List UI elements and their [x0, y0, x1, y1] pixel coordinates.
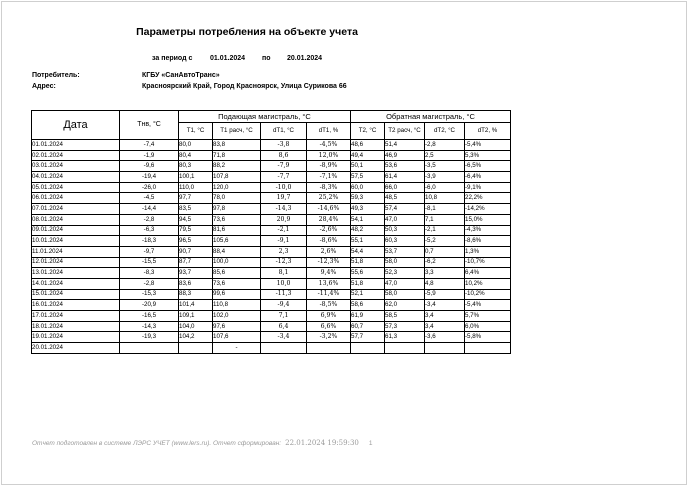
value-cell: 120,0: [213, 182, 261, 193]
table-row: [32, 278, 511, 289]
value-cell: 60,3: [385, 236, 425, 247]
value-cell: -6,2: [425, 257, 465, 268]
consumer-value: КГБУ «СанАвтоТранс»: [142, 72, 220, 79]
value-cell: 10,0: [261, 278, 307, 289]
value-cell: 90,7: [179, 246, 213, 257]
value-cell: -15,5: [120, 257, 179, 268]
value-cell: 5,3%: [465, 150, 511, 161]
value-cell: 80,4: [179, 150, 213, 161]
value-cell: -8,1: [425, 204, 465, 215]
date-cell: 12.01.2024: [32, 257, 120, 268]
table-row: [32, 140, 511, 151]
table-row: [32, 343, 511, 354]
value-cell: -8,3: [120, 268, 179, 279]
value-cell: -16,5: [120, 311, 179, 322]
value-cell: [307, 343, 351, 354]
value-cell: [261, 343, 307, 354]
value-cell: -5,4%: [465, 300, 511, 311]
period-to-label: по: [262, 55, 271, 62]
value-cell: 83,8: [213, 140, 261, 151]
value-cell: 48,6: [351, 140, 385, 151]
value-cell: -11,3: [261, 289, 307, 300]
value-cell: 2,6%: [307, 246, 351, 257]
value-cell: 8,6: [261, 150, 307, 161]
value-cell: 99,6: [213, 289, 261, 300]
value-cell: 7,1: [261, 311, 307, 322]
value-cell: 78,0: [213, 193, 261, 204]
value-cell: 104,0: [179, 321, 213, 332]
value-cell: -14,4: [120, 204, 179, 215]
value-cell: -5,4%: [465, 140, 511, 151]
value-cell: -3,8: [261, 140, 307, 151]
value-cell: 88,4: [213, 246, 261, 257]
address-label: Адрес:: [32, 83, 56, 90]
value-cell: 88,2: [213, 161, 261, 172]
value-cell: 10,2%: [465, 278, 511, 289]
value-cell: -12,3: [261, 257, 307, 268]
col-header: dT2, %: [465, 123, 511, 140]
value-cell: 49,4: [351, 150, 385, 161]
value-cell: 53,7: [385, 246, 425, 257]
period-to-date: 20.01.2024: [287, 55, 323, 62]
date-cell: 07.01.2024: [32, 204, 120, 215]
value-cell: 57,7: [351, 332, 385, 343]
col-header: Т2, °С: [351, 123, 385, 140]
value-cell: 97,8: [213, 204, 261, 215]
value-cell: -4,3%: [465, 225, 511, 236]
value-cell: 9,4%: [307, 268, 351, 279]
value-cell: 3,4: [425, 321, 465, 332]
value-cell: 110,0: [179, 182, 213, 193]
value-cell: 60,7: [351, 321, 385, 332]
address-value: Красноярский Край, Город Красноярск, Улица Сурикова 66: [142, 83, 347, 90]
col-header: dT2, °С: [425, 123, 465, 140]
value-cell: 57,5: [351, 172, 385, 183]
value-cell: 94,5: [179, 214, 213, 225]
value-cell: 60,0: [351, 182, 385, 193]
value-cell: -3,4: [261, 332, 307, 343]
value-cell: -14,6%: [307, 204, 351, 215]
value-cell: -2,8: [120, 278, 179, 289]
return-header: Обратная магистраль, °С: [351, 111, 511, 123]
value-cell: 47,0: [385, 278, 425, 289]
value-cell: -11,4%: [307, 289, 351, 300]
value-cell: -15,3: [120, 289, 179, 300]
value-cell: 61,4: [385, 172, 425, 183]
value-cell: -1,9: [120, 150, 179, 161]
value-cell: 81,6: [213, 225, 261, 236]
value-cell: 87,7: [179, 257, 213, 268]
value-cell: 101,4: [179, 300, 213, 311]
value-cell: 105,6: [213, 236, 261, 247]
value-cell: -3,6: [425, 332, 465, 343]
table-row: [32, 321, 511, 332]
date-cell: 20.01.2024: [32, 343, 120, 354]
report-page: [1, 1, 687, 485]
value-cell: 52,3: [385, 268, 425, 279]
value-cell: 58,0: [385, 257, 425, 268]
value-cell: [120, 343, 179, 354]
table-row: [32, 225, 511, 236]
date-cell: 09.01.2024: [32, 225, 120, 236]
value-cell: 83,6: [179, 278, 213, 289]
value-cell: 58,6: [351, 300, 385, 311]
value-cell: 57,3: [385, 321, 425, 332]
date-cell: 10.01.2024: [32, 236, 120, 247]
value-cell: -20,9: [120, 300, 179, 311]
value-cell: 59,3: [351, 193, 385, 204]
value-cell: -2,6%: [307, 225, 351, 236]
col-header: dT1, °С: [261, 123, 307, 140]
value-cell: 6,6%: [307, 321, 351, 332]
value-cell: 88,3: [179, 289, 213, 300]
date-cell: 17.01.2024: [32, 311, 120, 322]
date-cell: 16.01.2024: [32, 300, 120, 311]
date-cell: 19.01.2024: [32, 332, 120, 343]
report-title: Параметры потребления на объекте учета: [136, 26, 358, 38]
value-cell: 52,1: [351, 289, 385, 300]
table-row: [32, 311, 511, 322]
table-row: [32, 204, 511, 215]
value-cell: -7,9: [261, 161, 307, 172]
value-cell: 2,3: [261, 246, 307, 257]
tnv-header: Тнв, °С: [120, 111, 179, 140]
value-cell: 109,1: [179, 311, 213, 322]
table-body: [32, 140, 511, 354]
value-cell: -8,5%: [307, 300, 351, 311]
value-cell: 15,0%: [465, 214, 511, 225]
table-row: [32, 300, 511, 311]
value-cell: [425, 343, 465, 354]
value-cell: 50,3: [385, 225, 425, 236]
value-cell: -2,1: [261, 225, 307, 236]
value-cell: -7,4: [120, 140, 179, 151]
value-cell: 62,0: [385, 300, 425, 311]
value-cell: -8,3%: [307, 182, 351, 193]
value-cell: [179, 343, 213, 354]
value-cell: -9,1: [261, 236, 307, 247]
value-cell: -3,5: [425, 161, 465, 172]
value-cell: -2,1: [425, 225, 465, 236]
value-cell: 51,4: [385, 140, 425, 151]
date-cell: 04.01.2024: [32, 172, 120, 183]
value-cell: -26,0: [120, 182, 179, 193]
value-cell: 19,7: [261, 193, 307, 204]
col-header: Т1, °С: [179, 123, 213, 140]
supply-header: Подающая магистраль, °С: [179, 111, 351, 123]
value-cell: -6,3: [120, 225, 179, 236]
value-cell: -9,6: [120, 161, 179, 172]
value-cell: 12,0%: [307, 150, 351, 161]
table-row: [32, 268, 511, 279]
value-cell: 0,7: [425, 246, 465, 257]
value-cell: 49,3: [351, 204, 385, 215]
value-cell: -14,3: [261, 204, 307, 215]
value-cell: 107,8: [213, 172, 261, 183]
value-cell: -2,8: [425, 140, 465, 151]
value-cell: [385, 343, 425, 354]
value-cell: [465, 343, 511, 354]
value-cell: -4,5%: [307, 140, 351, 151]
period-from-label: за период с: [152, 55, 193, 62]
value-cell: -9,1%: [465, 182, 511, 193]
value-cell: -: [213, 343, 261, 354]
value-cell: 96,5: [179, 236, 213, 247]
value-cell: 110,8: [213, 300, 261, 311]
report-footer: [32, 439, 372, 447]
col-header: Т2 расч, °С: [385, 123, 425, 140]
value-cell: -7,1%: [307, 172, 351, 183]
table-row: [32, 172, 511, 183]
value-cell: 2,5: [425, 150, 465, 161]
value-cell: -8,6%: [307, 236, 351, 247]
value-cell: [351, 343, 385, 354]
col-header: dT1, %: [307, 123, 351, 140]
value-cell: 80,0: [179, 140, 213, 151]
value-cell: 28,4%: [307, 214, 351, 225]
period-from-date: 01.01.2024: [210, 55, 246, 62]
table-row: [32, 246, 511, 257]
value-cell: 7,1: [425, 214, 465, 225]
table-row: [32, 182, 511, 193]
date-cell: 01.01.2024: [32, 140, 120, 151]
table-row: [32, 161, 511, 172]
footer-timestamp: 22.01.2024 19:59:30: [285, 439, 359, 447]
value-cell: 25,2%: [307, 193, 351, 204]
value-cell: 104,2: [179, 332, 213, 343]
value-cell: 58,0: [385, 289, 425, 300]
value-cell: 85,6: [213, 268, 261, 279]
value-cell: 3,4: [425, 311, 465, 322]
value-cell: 48,2: [351, 225, 385, 236]
value-cell: -14,3: [120, 321, 179, 332]
value-cell: 97,6: [213, 321, 261, 332]
value-cell: 93,7: [179, 268, 213, 279]
value-cell: 13,6%: [307, 278, 351, 289]
value-cell: 55,1: [351, 236, 385, 247]
value-cell: 80,3: [179, 161, 213, 172]
date-cell: 11.01.2024: [32, 246, 120, 257]
value-cell: -5,9: [425, 289, 465, 300]
value-cell: 100,0: [213, 257, 261, 268]
date-cell: 14.01.2024: [32, 278, 120, 289]
table-row: [32, 214, 511, 225]
value-cell: 79,5: [179, 225, 213, 236]
value-cell: -19,4: [120, 172, 179, 183]
date-cell: 15.01.2024: [32, 289, 120, 300]
value-cell: 50,1: [351, 161, 385, 172]
value-cell: 51,8: [351, 278, 385, 289]
value-cell: 97,7: [179, 193, 213, 204]
date-cell: 03.01.2024: [32, 161, 120, 172]
value-cell: -3,4: [425, 300, 465, 311]
value-cell: 4,8: [425, 278, 465, 289]
value-cell: -8,6%: [465, 236, 511, 247]
value-cell: -9,7: [120, 246, 179, 257]
value-cell: 5,7%: [465, 311, 511, 322]
value-cell: -4,5: [120, 193, 179, 204]
table-row: [32, 257, 511, 268]
value-cell: 48,5: [385, 193, 425, 204]
value-cell: -6,5%: [465, 161, 511, 172]
value-cell: 51,8: [351, 257, 385, 268]
value-cell: 57,4: [385, 204, 425, 215]
footer-text: Отчет подготовлен в системе ЛЭРС УЧЕТ (www.lers.ru). Отчет сформирован:: [32, 440, 282, 447]
value-cell: -10,0: [261, 182, 307, 193]
value-cell: 1,3%: [465, 246, 511, 257]
value-cell: 6,4%: [465, 268, 511, 279]
value-cell: 53,6: [385, 161, 425, 172]
date-cell: 13.01.2024: [32, 268, 120, 279]
value-cell: 22,2%: [465, 193, 511, 204]
value-cell: 73,6: [213, 278, 261, 289]
value-cell: 61,9: [351, 311, 385, 322]
value-cell: 71,8: [213, 150, 261, 161]
value-cell: -5,8%: [465, 332, 511, 343]
table-row: [32, 289, 511, 300]
footer-page-number: 1: [368, 440, 373, 447]
value-cell: -6,0: [425, 182, 465, 193]
value-cell: -12,3%: [307, 257, 351, 268]
value-cell: -3,9: [425, 172, 465, 183]
value-cell: 73,6: [213, 214, 261, 225]
table-row: [32, 193, 511, 204]
value-cell: 6,4: [261, 321, 307, 332]
value-cell: -10,7%: [465, 257, 511, 268]
value-cell: -5,2: [425, 236, 465, 247]
table-row: [32, 236, 511, 247]
date-cell: 06.01.2024: [32, 193, 120, 204]
value-cell: 6,9%: [307, 311, 351, 322]
value-cell: -18,3: [120, 236, 179, 247]
value-cell: 102,0: [213, 311, 261, 322]
value-cell: 100,1: [179, 172, 213, 183]
value-cell: 55,6: [351, 268, 385, 279]
value-cell: 3,3: [425, 268, 465, 279]
value-cell: -6,4%: [465, 172, 511, 183]
date-header: Дата: [32, 111, 120, 140]
table-row: [32, 332, 511, 343]
date-cell: 08.01.2024: [32, 214, 120, 225]
value-cell: 107,6: [213, 332, 261, 343]
value-cell: 61,3: [385, 332, 425, 343]
value-cell: -2,8: [120, 214, 179, 225]
value-cell: 6,0%: [465, 321, 511, 332]
date-cell: 18.01.2024: [32, 321, 120, 332]
value-cell: 58,5: [385, 311, 425, 322]
consumption-table: [31, 110, 511, 354]
value-cell: 20,9: [261, 214, 307, 225]
value-cell: -9,4: [261, 300, 307, 311]
col-header: Т1 расч, °С: [213, 123, 261, 140]
value-cell: 8,1: [261, 268, 307, 279]
value-cell: 46,9: [385, 150, 425, 161]
value-cell: -14,2%: [465, 204, 511, 215]
date-cell: 05.01.2024: [32, 182, 120, 193]
value-cell: 10,8: [425, 193, 465, 204]
value-cell: -10,2%: [465, 289, 511, 300]
value-cell: -8,9%: [307, 161, 351, 172]
value-cell: 54,1: [351, 214, 385, 225]
value-cell: 47,0: [385, 214, 425, 225]
value-cell: 66,0: [385, 182, 425, 193]
value-cell: -19,3: [120, 332, 179, 343]
date-cell: 02.01.2024: [32, 150, 120, 161]
value-cell: -7,7: [261, 172, 307, 183]
table-row: [32, 150, 511, 161]
value-cell: 54,4: [351, 246, 385, 257]
consumer-label: Потребитель:: [32, 72, 80, 79]
value-cell: -3,2%: [307, 332, 351, 343]
value-cell: 83,5: [179, 204, 213, 215]
